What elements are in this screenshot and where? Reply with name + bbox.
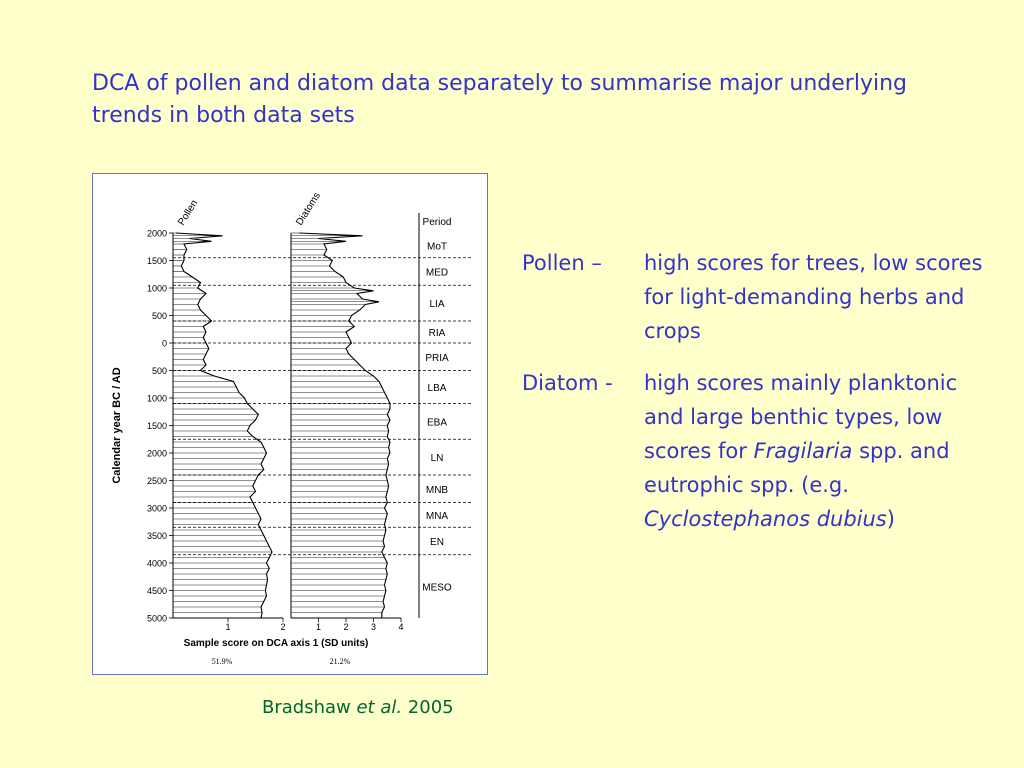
period-label: LN [430, 453, 444, 465]
period-label: LIA [429, 299, 445, 311]
period-label: RIA [428, 328, 446, 339]
period-label: PRIA [425, 352, 449, 364]
y-tick-label: 3500 [146, 531, 167, 541]
note-pollen [522, 246, 1002, 348]
x-tick-label: 3 [370, 622, 377, 632]
x-tick-label: 1 [225, 622, 231, 632]
note-segment: spp. and eutrophic spp. (e.g. [644, 439, 950, 497]
citation [262, 697, 454, 718]
y-tick-label: 3000 [146, 503, 167, 514]
x-tick-label: 2 [280, 622, 286, 632]
citation-etal: et al. [356, 697, 403, 718]
citation-author: Bradshaw [262, 697, 357, 718]
period-label: EBA [426, 417, 448, 429]
species-name: Fragilaria [753, 439, 853, 463]
note-text [644, 366, 994, 536]
y-tick-label: 1500 [146, 256, 167, 266]
y-tick-label: 4500 [146, 586, 167, 596]
x-tick-label: 1 [315, 622, 322, 632]
period-label: MESO [422, 582, 452, 594]
y-tick-label: 2500 [146, 476, 167, 486]
period-label: MNB [425, 484, 449, 496]
y-tick-label: 1000 [146, 393, 167, 404]
dca-chart [93, 174, 487, 674]
y-tick-label: 2000 [146, 228, 167, 239]
species-name: Cyclostephanos dubius [644, 507, 887, 531]
period-label: LBA [427, 383, 447, 394]
period-label: EN [430, 537, 444, 548]
notes-panel [522, 246, 1002, 554]
y-tick-label: 500 [151, 366, 167, 376]
y-tick-label: 4000 [146, 558, 167, 569]
variance-label: 21.2% [329, 657, 351, 666]
note-label: Diatom - [522, 371, 613, 395]
period-header: Period [422, 217, 452, 228]
citation-year: 2005 [402, 697, 454, 718]
period-label: MoT [427, 241, 447, 253]
y-tick-label: 500 [151, 311, 167, 321]
y-tick-label: 2000 [146, 448, 167, 459]
x-axis-label: Sample score on DCA axis 1 (SD units) [183, 638, 369, 649]
note-segment: ) [886, 507, 895, 531]
series-label: Diatoms [294, 190, 323, 228]
y-tick-label: 1500 [146, 421, 167, 431]
x-tick-label: 2 [343, 622, 349, 632]
x-tick-label: 4 [398, 622, 404, 632]
note-text [644, 246, 994, 348]
y-tick-label: 0 [161, 338, 167, 349]
period-label: MNA [425, 510, 449, 522]
note-segment: high scores for trees, low scores for light-demanding herbs and crops [644, 251, 983, 343]
dca-figure [92, 173, 488, 675]
note-diatom [522, 366, 1002, 536]
y-axis-label: Calendar year BC / AD [111, 367, 123, 484]
note-segment: high scores mainly planktonic and large benthic types, low scores for [644, 371, 958, 463]
period-label: MED [425, 267, 449, 279]
y-tick-label: 5000 [146, 613, 167, 624]
slide-title: DCA of pollen and diatom data separately to summarise major underlying trends in both data sets [92, 71, 907, 128]
series-label: Pollen [176, 198, 201, 228]
note-label: Pollen – [522, 251, 602, 275]
y-tick-label: 1000 [146, 283, 167, 294]
variance-label: 51.9% [211, 657, 233, 666]
